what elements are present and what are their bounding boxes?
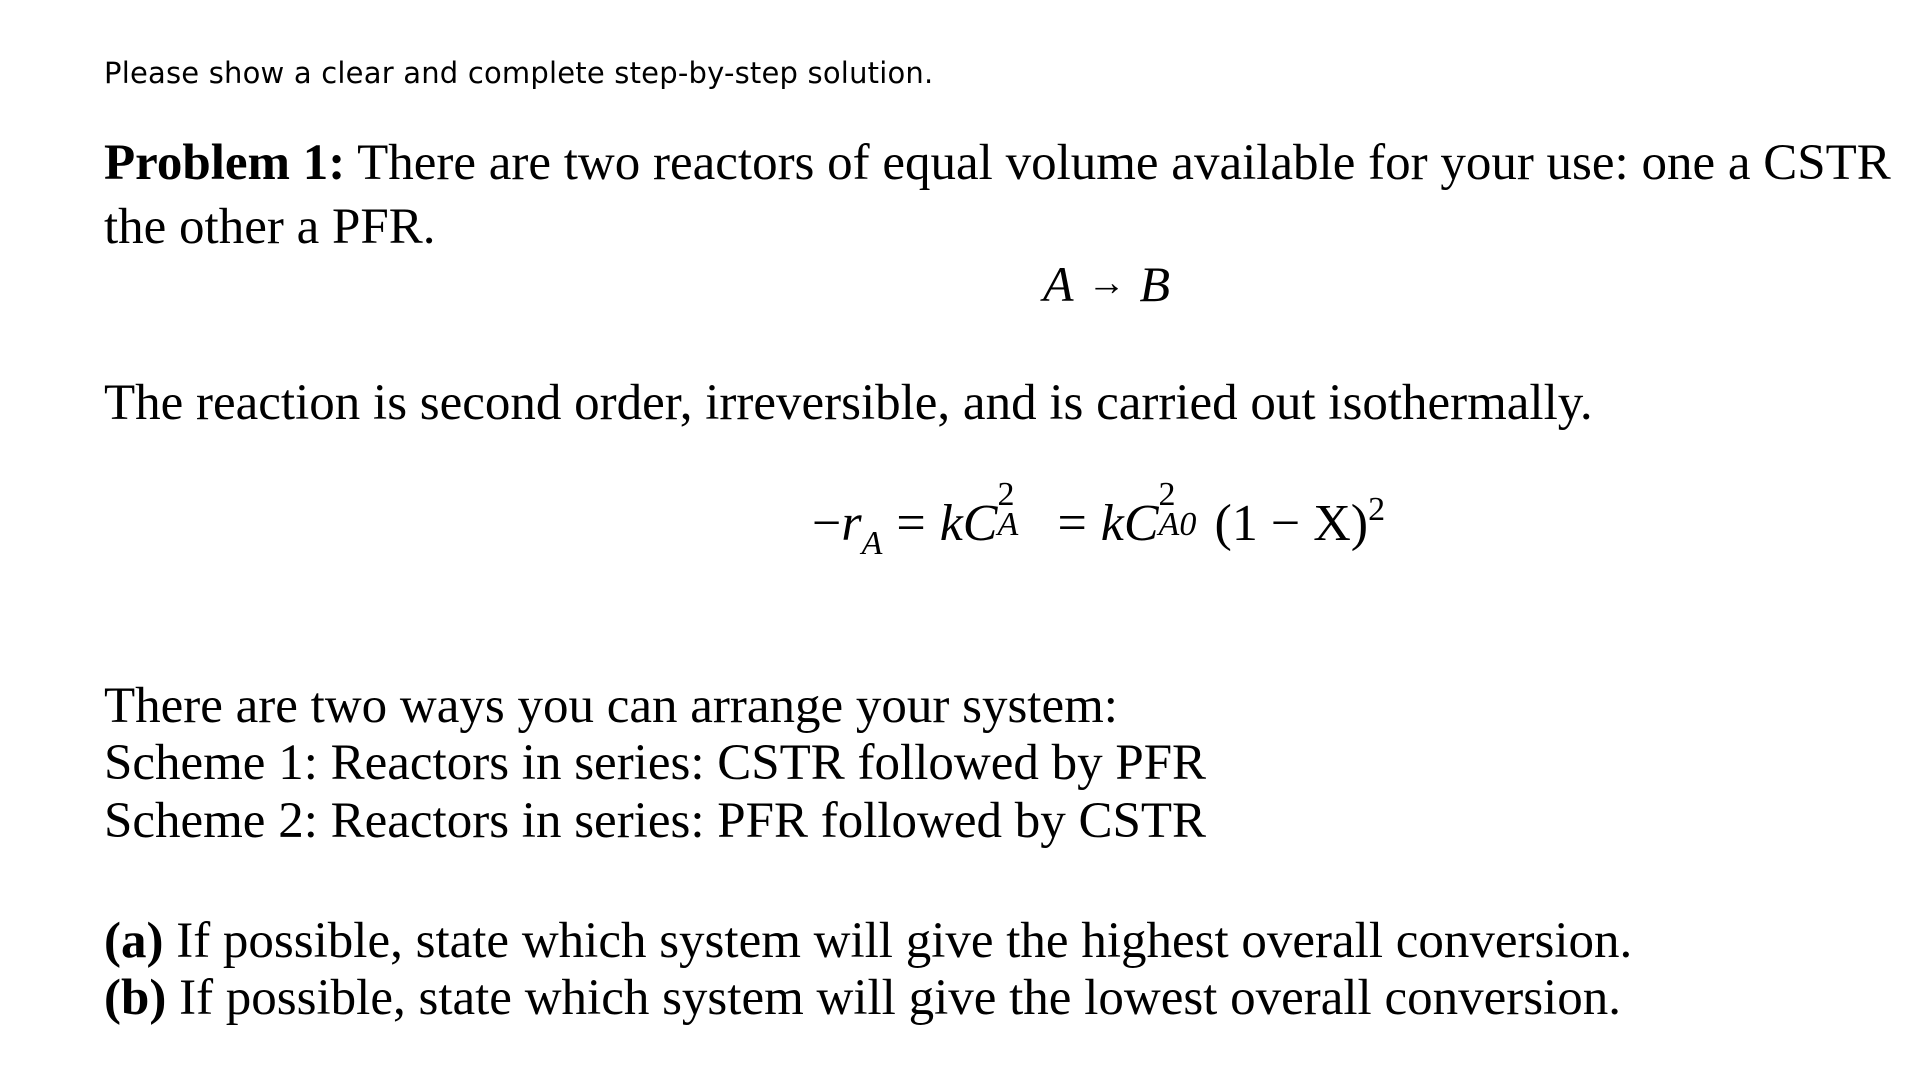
rate-sub-1: A bbox=[997, 506, 1019, 543]
problem-statement-line-1 bbox=[104, 133, 1891, 194]
problem-title: Problem 1: bbox=[104, 135, 346, 191]
question-b-label: (b) bbox=[104, 970, 167, 1026]
problem-statement-text: There are two reactors of equal volume available for your use: one a CSTR bbox=[345, 135, 1891, 191]
scheme-2: Scheme 2: Reactors in series: PFR followed by CSTR bbox=[104, 793, 1207, 849]
rate-law-equation bbox=[812, 476, 1386, 562]
rate-equals-1: = bbox=[896, 495, 926, 552]
rate-sub-2: A0 bbox=[1158, 506, 1197, 543]
question-a-label: (a) bbox=[104, 913, 164, 969]
rate-supsub-2 bbox=[1158, 476, 1215, 543]
rate-kc-1: kC bbox=[939, 495, 998, 552]
question-b bbox=[104, 968, 1621, 1029]
reaction-arrow-icon: → bbox=[1087, 262, 1126, 304]
rate-tail: (1 − X) bbox=[1214, 495, 1369, 552]
rate-sup-2: 2 bbox=[1158, 476, 1176, 513]
rate-supsub-1 bbox=[997, 476, 1043, 543]
reaction-description: The reaction is second order, irreversible, and is carried out isothermally. bbox=[104, 375, 1593, 431]
scheme-1: Scheme 1: Reactors in series: CSTR followed by PFR bbox=[104, 735, 1207, 791]
reaction-equation bbox=[1043, 255, 1170, 313]
product: B bbox=[1139, 256, 1171, 312]
rate-r-subscript: A bbox=[861, 525, 883, 562]
rate-tail-sup: 2 bbox=[1368, 491, 1386, 528]
problem-statement-line-2: the other a PFR. bbox=[104, 199, 436, 255]
instruction-text: Please show a clear and complete step-by-step solution. bbox=[104, 56, 934, 90]
question-b-text: If possible, state which system will give the lowest overall conversion. bbox=[166, 970, 1621, 1026]
rate-kc-2: kC bbox=[1100, 495, 1159, 552]
question-a-text: If possible, state which system will give the highest overall conversion. bbox=[163, 913, 1633, 969]
rate-sup-1: 2 bbox=[997, 476, 1015, 513]
rate-neg-sign: − bbox=[812, 495, 842, 552]
rate-equals-2: = bbox=[1057, 495, 1087, 552]
question-a bbox=[104, 911, 1632, 972]
reactant: A bbox=[1043, 256, 1074, 312]
rate-r: r bbox=[841, 495, 862, 552]
schemes-intro: There are two ways you can arrange your system: bbox=[104, 678, 1118, 734]
